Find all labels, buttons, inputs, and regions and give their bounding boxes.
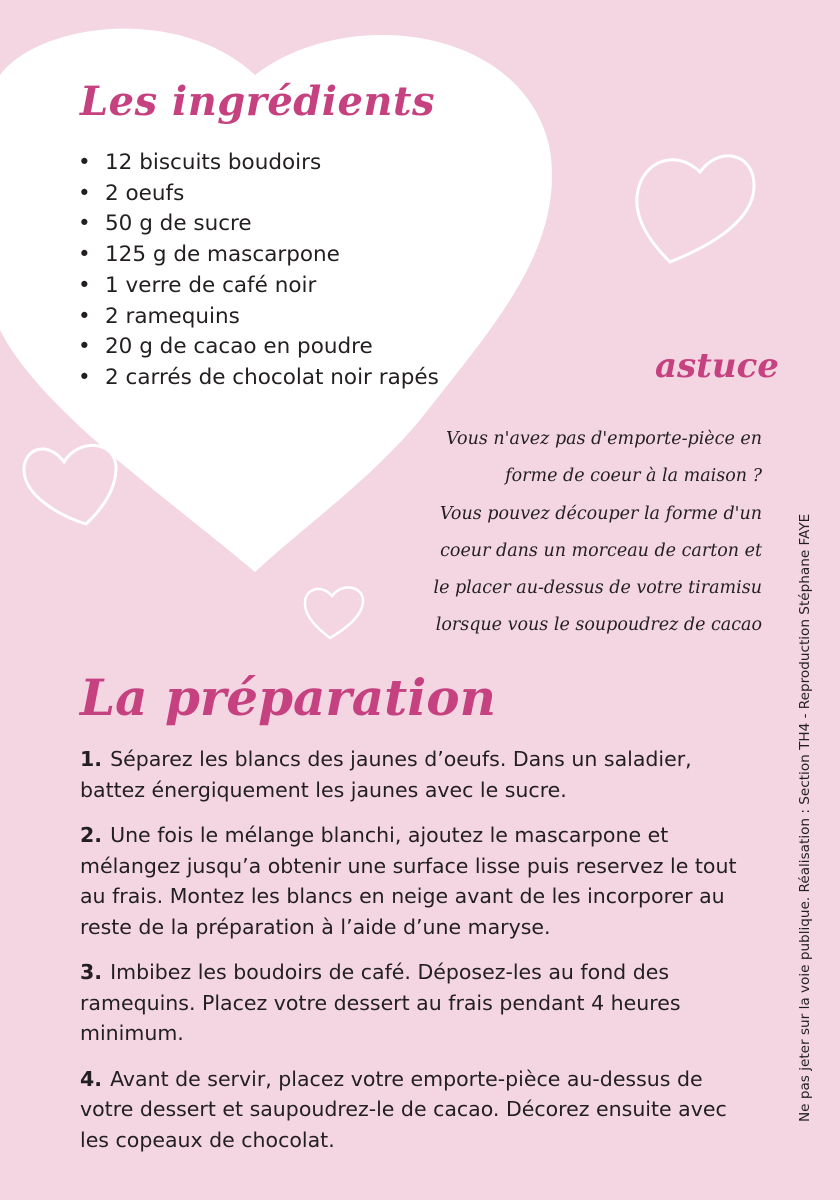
step-text: Imbibez les boudoirs de café. Déposez-les au fond des ramequins. Placez votre dessert au frais pendant 4 heures minimum. [80,960,681,1045]
step [80,744,760,805]
ingredients-list [76,148,439,394]
step-number: 2. [80,823,103,847]
astuce-title: astuce [655,346,779,386]
preparation-steps [80,744,760,1170]
heart-outline-icon [302,582,366,642]
list-item: • 125 g de mascarpone [76,240,439,271]
astuce-text [382,421,762,645]
list-item: • 2 carrés de chocolat noir rapés [76,363,439,394]
astuce-line: Vous pouvez découper la forme d'un [439,503,762,524]
list-item: • 1 verre de café noir [76,271,439,302]
step [80,957,760,1049]
step-text: Une fois le mélange blanchi, ajoutez le mascarpone et mélangez jusqu’a obtenir une surface lisse puis reservez le tout au frais. Montez les blancs en neige avant de les incorporer au reste de la préparation à l’aide d’une maryse. [80,823,737,939]
heart-outline-icon [630,142,762,270]
list-item: • 50 g de sucre [76,209,439,240]
step [80,1064,760,1156]
astuce-line: lorsque vous le soupoudrez de cacao [435,615,762,636]
astuce-line: forme de coeur à la maison ? [505,466,762,487]
list-item: • 20 g de cacao en poudre [76,332,439,363]
step-number: 3. [80,960,103,984]
preparation-title: La préparation [80,668,496,727]
ingredients-title: Les ingrédients [80,78,435,125]
astuce-line: le placer au-dessus de votre tiramisu [433,578,762,599]
list-item: • 2 ramequins [76,302,439,333]
step-text: Séparez les blancs des jaunes d’oeufs. Dans un saladier, battez énergiquement les jaunes avec le sucre. [80,747,692,802]
list-item: • 12 biscuits boudoirs [76,148,439,179]
list-item: • 2 oeufs [76,179,439,210]
astuce-line: coeur dans un morceau de carton et [440,540,762,561]
step-number: 4. [80,1066,103,1091]
step-number: 1. [80,747,103,771]
credit-text: Ne pas jeter sur la voie publique. Réalisation : Section TH4 - Reproduction Stéphane FAYE [797,513,813,1122]
heart-outline-icon [20,436,120,530]
step [80,820,760,942]
astuce-line: Vous n'avez pas d'emporte-pièce en [446,429,762,449]
step-text: Avant de servir, placez votre emporte-pièce au-dessus de votre dessert et saupoudrez-le de cacao. Décorez ensuite avec les copeaux de chocolat. [80,1066,727,1152]
